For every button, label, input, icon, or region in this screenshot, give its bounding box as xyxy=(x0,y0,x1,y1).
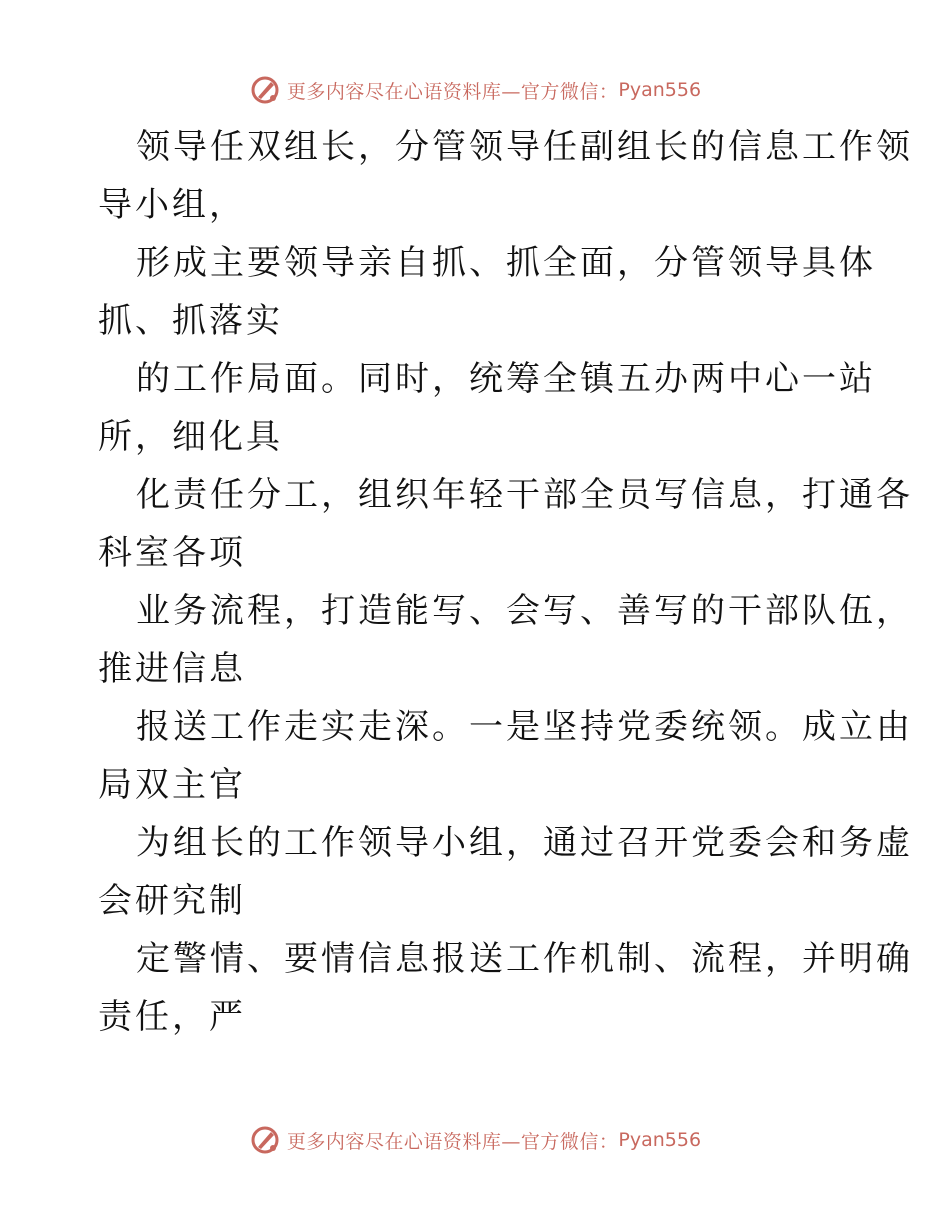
text-line: 报送工作走实走深。一是坚持党委统领。成立由 xyxy=(136,707,913,747)
text-line: 责任，严 xyxy=(98,997,246,1037)
pen-circle-logo-icon xyxy=(249,74,281,106)
text-line: 科室各项 xyxy=(98,533,246,573)
text-line: 业务流程，打造能写、会写、善写的干部队伍， xyxy=(136,591,913,631)
text-line: 的工作局面。同时，统筹全镇五办两中心一站 xyxy=(136,359,876,399)
document-body xyxy=(98,118,913,1046)
pen-circle-logo-icon xyxy=(249,1124,281,1156)
text-line: 导小组， xyxy=(98,185,246,225)
text-line: 形成主要领导亲自抓、抓全面，分管领导具体 xyxy=(136,243,876,283)
text-line: 所，细化具 xyxy=(98,417,283,457)
text-line: 抓、抓落实 xyxy=(98,301,283,341)
footer-banner-text: 更多内容尽在心语资料库—官方微信： xyxy=(286,1130,619,1153)
text-line: 局双主官 xyxy=(98,765,246,805)
text-line: 会研究制 xyxy=(98,881,246,921)
footer-banner xyxy=(0,1120,950,1160)
text-line: 化责任分工，组织年轻干部全员写信息，打通各 xyxy=(136,475,913,515)
text-line: 定警情、要情信息报送工作机制、流程，并明确 xyxy=(136,939,913,979)
footer-wechat-id: Pyan556 xyxy=(618,1129,702,1151)
text-line: 推进信息 xyxy=(98,649,246,689)
header-banner xyxy=(0,70,950,110)
text-line: 为组长的工作领导小组，通过召开党委会和务虚 xyxy=(136,823,913,863)
header-wechat-id: Pyan556 xyxy=(618,79,702,101)
header-banner-text: 更多内容尽在心语资料库—官方微信： xyxy=(286,80,619,103)
text-line: 领导任双组长，分管领导任副组长的信息工作领 xyxy=(136,127,913,167)
